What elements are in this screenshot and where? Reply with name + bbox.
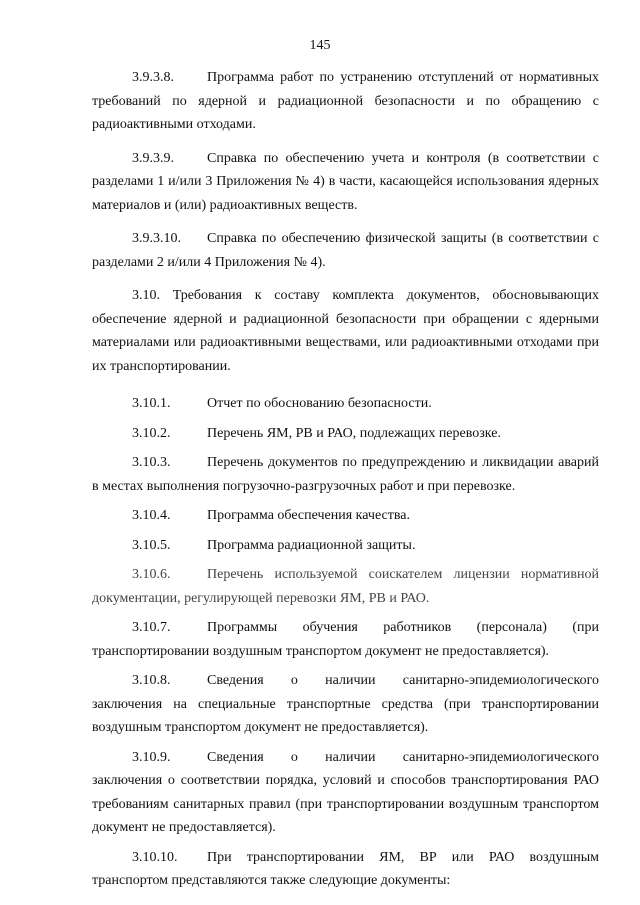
paragraph-text: Сведения о наличии санитарно-эпидемиологического заключения о соответствии порядка, условий и способов транспортирования РАО требованиям санитарных правил (при транспортировании воздушным транспортом документ не предоставляется). — [92, 749, 599, 835]
paragraph-number: 3.10.8. — [132, 673, 171, 688]
paragraph-text: Перечень используемой соискателем лицензии нормативной документации, регулирующей перевозки ЯМ, РВ и РАО. — [92, 567, 599, 606]
paragraph-3-10-3 — [92, 451, 599, 498]
paragraph-number: 3.9.3.8. — [132, 70, 174, 85]
paragraph-text: 3.10. Требования к составу комплекта документов, обосновывающих обеспечение ядерной и радиационной безопасности при обращении с ядерными материалами или радиоактивными веществами, или радиоактивными отходами при их транспортировании. — [92, 288, 599, 374]
paragraph-number: 3.10.3. — [132, 455, 171, 470]
paragraph-text: При транспортировании ЯМ, ВР или РАО воздушным транспортом представляются также следующие документы: — [92, 849, 599, 888]
paragraph-3-9-3-9 — [92, 147, 599, 218]
paragraph-3-10-1 — [92, 392, 599, 416]
paragraph-text: Справка по обеспечению учета и контроля (в соответствии с разделами 1 и/или 3 Приложения № 4) в части, касающейся использования ядерных материалов и (или) радиоактивных веществ. — [92, 150, 599, 213]
paragraph-3-10-5 — [92, 534, 599, 558]
paragraph-3-10-4 — [92, 504, 599, 528]
paragraph-3-10-9 — [92, 746, 599, 840]
paragraph-text: Отчет по обоснованию безопасности. — [207, 396, 432, 411]
paragraph-3-10-7 — [92, 616, 599, 663]
paragraph-3-9-3-10 — [92, 227, 599, 274]
paragraph-3-10-2 — [92, 422, 599, 446]
paragraph-text: Справка по обеспечению физической защиты (в соответствии с разделами 2 и/или 4 Приложения № 4). — [92, 231, 599, 270]
paragraph-text: Программа работ по устранению отступлений от нормативных требований по ядерной и радиационной безопасности и по обращению с радиоактивными отходами. — [92, 70, 599, 132]
paragraph-number: 3.10.5. — [132, 537, 171, 553]
paragraph-text: Сведения о наличии санитарно-эпидемиологического заключения на специальные транспортные средства (при транспортировании воздушным транспортом документ не предоставляется). — [92, 673, 599, 735]
paragraph-3-10-6 — [92, 563, 599, 610]
paragraph-3-9-3-8 — [92, 66, 599, 137]
paragraph-number: 3.10.1. — [132, 396, 171, 411]
paragraph-number: 3.10.4. — [132, 508, 171, 523]
paragraph-text: Программа радиационной защиты. — [207, 537, 416, 553]
section-3-10-heading — [92, 284, 599, 378]
paragraph-text: Перечень ЯМ, РВ и РАО, подлежащих перевозке. — [207, 425, 501, 441]
paragraph-3-10-8 — [92, 669, 599, 740]
paragraph-number: 3.10.2. — [132, 425, 171, 441]
document-body — [92, 66, 599, 899]
paragraph-number: 3.9.3.9. — [132, 150, 174, 166]
paragraph-text: Перечень документов по предупреждению и ликвидации аварий в местах выполнения погрузочно-разгрузочных работ и при перевозке. — [92, 455, 599, 494]
paragraph-text: Программы обучения работников (персонала) (при транспортировании воздушным транспортом документ не предоставляется). — [92, 620, 599, 659]
page-number: 145 — [309, 38, 331, 53]
paragraph-text: Программа обеспечения качества. — [207, 508, 410, 523]
paragraph-number: 3.10.10. — [132, 849, 178, 865]
paragraph-number: 3.10.9. — [132, 749, 171, 765]
paragraph-number: 3.10.6. — [132, 567, 171, 582]
paragraph-3-10-10 — [92, 846, 599, 893]
paragraph-number: 3.10.7. — [132, 620, 171, 635]
paragraph-number: 3.9.3.10. — [132, 231, 181, 246]
